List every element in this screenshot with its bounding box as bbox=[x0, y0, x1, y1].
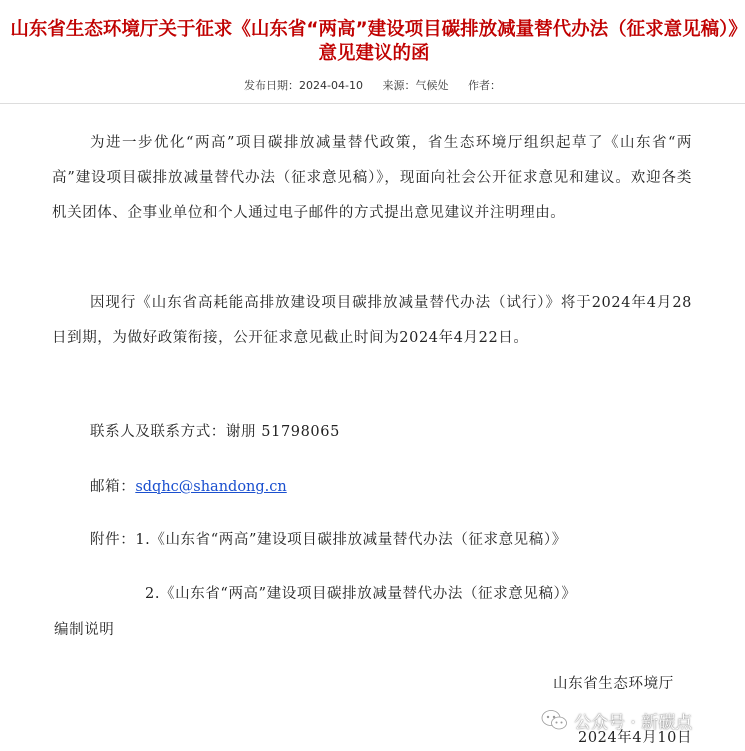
publish-date-label: 发布日期： bbox=[244, 79, 300, 92]
watermark-text: 公众号 · 新碳点 bbox=[574, 712, 693, 733]
source-value: 气候处 bbox=[415, 79, 449, 92]
email-link[interactable]: sdqhc@shandong.cn bbox=[135, 479, 287, 495]
body-paragraph: 因现行《山东省高耗能高排放建设项目碳排放减量替代办法（试行）》将于2024年4月28日到期，为做好政策衔接，公开征求意见截止时间为2024年4月22日。 bbox=[52, 295, 692, 346]
signature: 山东省生态环境厅 bbox=[553, 676, 674, 692]
source-label: 来源： bbox=[382, 79, 416, 92]
signature-date: 2024年4月10日 bbox=[578, 730, 693, 746]
email-label: 邮箱： bbox=[90, 479, 136, 495]
attachment-link-1[interactable]: 1.《山东省“两高”建设项目碳排放减量替代办法（征求意见稿）》 bbox=[135, 532, 567, 548]
publish-date: 2024-04-10 bbox=[299, 79, 363, 92]
attachments-label: 附件： bbox=[90, 532, 136, 548]
email-row bbox=[90, 477, 287, 497]
attachment-item bbox=[90, 530, 567, 550]
article-meta bbox=[0, 78, 745, 94]
attachment-item bbox=[145, 584, 577, 604]
contact-line: 联系人及联系方式：谢朋 51798065 bbox=[90, 424, 340, 440]
author-label: 作者： bbox=[467, 79, 501, 92]
page-title: 山东省生态环境厅关于征求《山东省“两高”建设项目碳排放减量替代办法（征求意见稿）》意见建议的函 bbox=[10, 19, 738, 64]
title-divider bbox=[0, 103, 745, 104]
body-paragraph: 为进一步优化“两高”项目碳排放减量替代政策，省生态环境厅组织起草了《山东省“两高”建设项目碳排放减量替代办法（征求意见稿）》，现面向社会公开征求意见和建议。欢迎各类机关团体、企事业单位和个人通过电子邮件的方式提出意见建议并注明理由。 bbox=[52, 135, 692, 221]
attachment-link-2[interactable]: 2.《山东省“两高”建设项目碳排放减量替代办法（征求意见稿）》 bbox=[145, 586, 577, 602]
wechat-icon bbox=[540, 708, 568, 732]
attachment-continuation: 编制说明 bbox=[54, 622, 115, 638]
